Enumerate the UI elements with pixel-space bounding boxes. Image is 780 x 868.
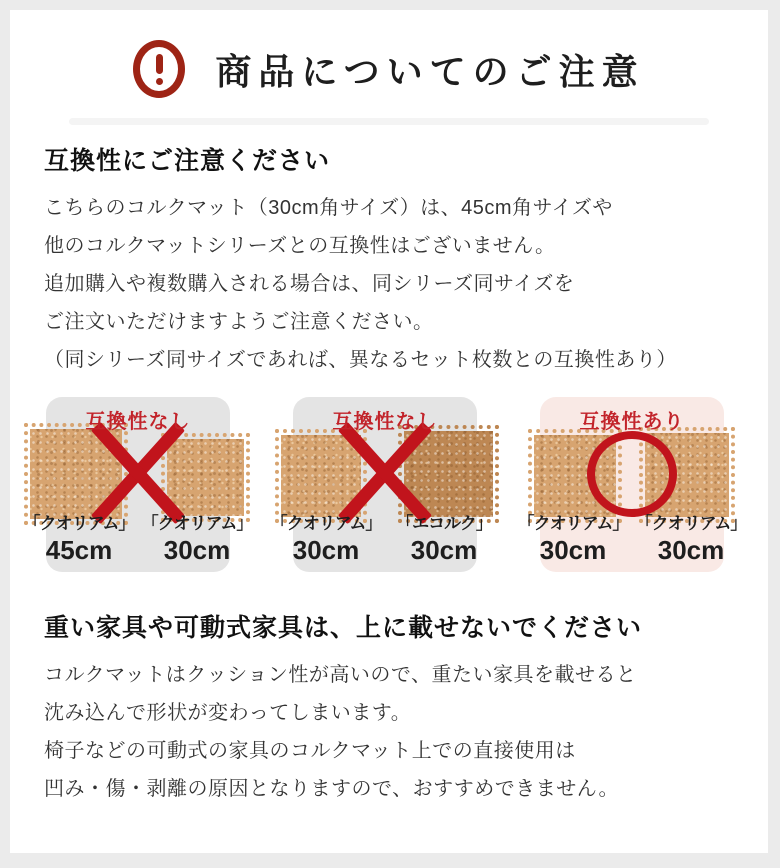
body-line: こちらのコルクマット（30cm角サイズ）は、45cm角サイズや bbox=[44, 197, 613, 219]
mat-name-label: 「エコルク」 bbox=[396, 514, 492, 533]
mat-label bbox=[514, 509, 632, 566]
compatibility-section bbox=[10, 141, 768, 379]
mat-label bbox=[385, 509, 503, 566]
mat-name-label: 「クオリアム」 bbox=[270, 514, 382, 533]
mat-label bbox=[267, 509, 385, 566]
mat-size-label: 30cm bbox=[410, 535, 478, 565]
mat-name-label: 「クオリアム」 bbox=[635, 514, 747, 533]
mat-size-label: 30cm bbox=[163, 535, 231, 565]
compatible-circle-icon bbox=[587, 431, 677, 517]
panel-labels bbox=[20, 509, 256, 566]
body-line: 追加購入や複数購入される場合は、同シリーズ同サイズを bbox=[44, 273, 575, 295]
body-line: （同シリーズ同サイズであれば、異なるセット枚数との互換性あり） bbox=[44, 349, 677, 371]
mat-label bbox=[20, 509, 138, 566]
exclamation-bar bbox=[156, 54, 163, 74]
body-line: 凹み・傷・剥離の原因となりますので、おすすめできません。 bbox=[44, 778, 619, 800]
body-line: 椅子などの可動式の家具のコルクマット上での直接使用は bbox=[44, 740, 576, 762]
mat-name-label: 「クオリアム」 bbox=[141, 514, 253, 533]
panel-labels bbox=[267, 509, 503, 566]
compatibility-panel-1 bbox=[23, 397, 253, 572]
header-divider bbox=[69, 118, 709, 125]
panel-labels bbox=[514, 509, 750, 566]
panel-result-label: 互換性なし bbox=[332, 411, 438, 433]
body-line: ご注文いただけますようご注意ください。 bbox=[44, 311, 434, 333]
mat-name-label: 「クオリアム」 bbox=[517, 514, 629, 533]
notice-card bbox=[10, 10, 768, 853]
compatibility-panels-row bbox=[23, 397, 747, 572]
compatibility-panel-3 bbox=[517, 397, 747, 572]
mat-size-label: 45cm bbox=[45, 535, 113, 565]
exclamation-dot bbox=[156, 78, 163, 85]
panel-result-label: 互換性なし bbox=[85, 411, 191, 433]
body-line: コルクマットはクッション性が高いので、重たい家具を載せると bbox=[44, 664, 637, 686]
mat-name-label: 「クオリアム」 bbox=[23, 514, 135, 533]
mat-label bbox=[138, 509, 256, 566]
exclamation-circle-icon bbox=[133, 40, 185, 98]
mat-size-label: 30cm bbox=[657, 535, 725, 565]
body-line: 沈み込んで形状が変わってしまいます。 bbox=[44, 702, 412, 724]
mat-label bbox=[632, 509, 750, 566]
furniture-heading: 重い家具や可動式家具は、上に載せないでください bbox=[44, 614, 643, 642]
mat-size-label: 30cm bbox=[539, 535, 607, 565]
compatibility-panel-2 bbox=[270, 397, 492, 572]
body-line: 他のコルクマットシリーズとの互換性はございません。 bbox=[44, 235, 556, 257]
panel-result-label: 互換性あり bbox=[579, 411, 685, 433]
page-header bbox=[10, 40, 768, 98]
mat-size-label: 30cm bbox=[292, 535, 360, 565]
page-title: 商品についてのご注意 bbox=[215, 50, 645, 92]
compatibility-heading: 互換性にご注意ください bbox=[44, 147, 331, 175]
furniture-section bbox=[10, 608, 768, 808]
